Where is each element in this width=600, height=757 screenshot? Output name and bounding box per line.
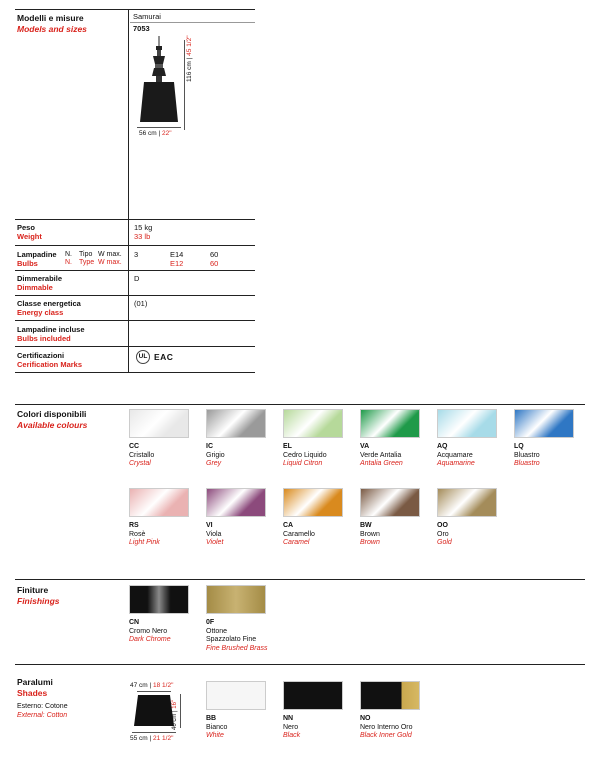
weight-kg: 15 kg (134, 223, 153, 232)
colours-swatch-el (283, 409, 343, 438)
spec-rule-1 (15, 219, 255, 220)
models-title-en: Models and sizes (17, 24, 87, 34)
spec-rule-6 (15, 346, 255, 347)
finishes-name-en: Dark Chrome (129, 636, 171, 643)
shades-name: Bianco (206, 723, 228, 731)
models-title: Modelli e misure (17, 13, 84, 23)
width-dim-line (137, 127, 181, 128)
colours-swatch-oo (437, 488, 497, 517)
model-code: 7053 (133, 24, 150, 33)
colours-label-el (283, 443, 353, 469)
colours-code: OO (437, 522, 448, 529)
finishes-name: Cromo Nero (129, 627, 168, 635)
colours-code: AQ (437, 443, 448, 450)
shades-code: BB (206, 715, 217, 722)
colours-name: Verde Antalia (360, 451, 402, 459)
colours-swatch-ic (206, 409, 266, 438)
colours-name: Caramello (283, 530, 315, 538)
colours-code: VI (206, 522, 213, 529)
spec-rule-2 (15, 245, 255, 246)
colours-label-bw (360, 522, 430, 548)
shade-height-cm: 40 cm (172, 713, 178, 730)
bulbs-label: Bulbs (17, 259, 38, 268)
colours-name: Cedro Liquido (283, 451, 327, 459)
dimmable-value: D (134, 274, 140, 283)
colours-swatch-rs (129, 488, 189, 517)
bulb-w-en: 60 (210, 259, 219, 268)
finishes-name-en: Fine Brushed Brass (206, 644, 268, 652)
shade-material-en: External: Cotton (17, 712, 68, 719)
shades-title: Paralumi (17, 677, 53, 687)
finishes-title: Finiture (17, 585, 49, 595)
tipo-header: Tipo (79, 251, 93, 258)
colours-name-en: Aquamarine (437, 460, 475, 467)
shade-height-dim-line (180, 694, 181, 728)
eac-mark-icon: EAC (154, 352, 174, 362)
finishes-name: Ottone Spazzolato Fine (206, 627, 257, 643)
vertical-divider (128, 9, 129, 372)
colours-label-va (360, 443, 430, 469)
colours-code: CC (129, 443, 140, 450)
colours-code: BW (360, 522, 372, 529)
shades-name: Nero Interno Oro (360, 723, 413, 731)
shades-swatch-bb (206, 681, 266, 710)
finishes-rule (15, 579, 585, 580)
shade-bottom-in: 21 1/2" (153, 735, 174, 742)
finishes-label-cn (129, 619, 199, 645)
peso-label: Peso (17, 223, 35, 232)
weight-lb: 33 lb (134, 232, 151, 241)
colours-name-en: Antalia Green (360, 460, 403, 467)
colours-name: Brown (360, 530, 380, 538)
shades-swatch-no (360, 681, 420, 710)
finishes-code: 0F (206, 619, 215, 626)
shades-label-nn (283, 715, 353, 741)
finishes-swatch-0f (206, 585, 266, 614)
wmax-header: W max. (98, 251, 122, 258)
shade-top-in: 18 1/2" (153, 682, 174, 689)
colours-name: Oro (437, 530, 449, 538)
colours-swatch-vi (206, 488, 266, 517)
colours-name-en: Light Pink (129, 539, 160, 546)
finishes-label-0f (206, 619, 276, 653)
shades-title-en: Shades (17, 688, 48, 698)
dimmable-label: Dimmable (17, 283, 53, 292)
finishes-title-en: Finishings (17, 596, 60, 606)
lamp-drawing (133, 36, 213, 141)
colours-swatch-bw (360, 488, 420, 517)
colours-name-en: Caramel (283, 539, 310, 546)
colours-code: IC (206, 443, 213, 450)
bulb-n: 3 (134, 250, 139, 259)
shades-swatch-nn (283, 681, 343, 710)
height-cm: 116 cm (186, 61, 193, 82)
finishes-swatch-cn (129, 585, 189, 614)
colours-name: Rosè (129, 530, 146, 538)
model-name: Samurai (133, 12, 161, 21)
colours-label-lq (514, 443, 584, 469)
shades-code: NN (283, 715, 294, 722)
cert-label-en: Cerification Marks (17, 360, 83, 369)
shades-label-no (360, 715, 430, 741)
colours-title-en: Available colours (17, 420, 88, 430)
width-in: 22" (162, 130, 172, 137)
colours-code: VA (360, 443, 370, 450)
width-label: 56 cm | 22" (139, 130, 172, 137)
colours-code: EL (283, 443, 292, 450)
colours-name-en: Violet (206, 539, 224, 546)
ul-mark-icon: UL (136, 350, 150, 364)
shade-top-dim-line (137, 691, 171, 692)
colours-name: Grigio (206, 451, 225, 459)
colours-swatch-aq (437, 409, 497, 438)
shade-material: Esterno: Cotone (17, 703, 68, 710)
colours-name: Viola (206, 530, 222, 538)
wmax-header-en: W max. (98, 259, 122, 266)
colours-name: Cristallo (129, 451, 155, 459)
classe-label: Classe energetica (17, 299, 81, 308)
colours-code: LQ (514, 443, 524, 450)
spec-rule-7 (15, 372, 255, 373)
shade-height-label: 40 cm | 16" (172, 699, 178, 730)
spec-rule-5 (15, 320, 255, 321)
colours-swatch-ca (283, 488, 343, 517)
height-in: 45 1/2" (186, 35, 193, 56)
top-rule (15, 9, 255, 10)
weight-label: Weight (17, 232, 42, 241)
shade-top-cm: 47 cm (130, 682, 148, 689)
colours-name: Acquamare (437, 451, 473, 459)
colours-swatch-cc (129, 409, 189, 438)
colours-rule (15, 404, 585, 405)
bulb-type-en: E12 (170, 259, 184, 268)
colours-code: RS (129, 522, 139, 529)
bulb-type: E14 (170, 250, 184, 259)
spec-rule-4 (15, 295, 255, 296)
colours-label-aq (437, 443, 507, 469)
colours-name-en: Liquid Citron (283, 460, 323, 467)
finishes-code: CN (129, 619, 140, 626)
colours-name: Bluastro (514, 451, 540, 459)
colours-name-en: Crystal (129, 460, 151, 467)
shade-top-dim: 47 cm | 18 1/2" (130, 682, 174, 689)
shade-bottom-cm: 55 cm (130, 735, 148, 742)
colours-title: Colori disponibili (17, 409, 87, 419)
included-label: Bulbs included (17, 334, 71, 343)
n-header: N. (65, 251, 72, 258)
colours-label-oo (437, 522, 507, 548)
height-label: 116 cm | 45 1/2" (186, 35, 193, 82)
energy-label: Energy class (17, 308, 64, 317)
bulb-w: 60 (210, 250, 219, 259)
height-dim-line (184, 40, 185, 130)
colours-label-ic (206, 443, 276, 469)
colours-name-en: Bluastro (514, 460, 540, 467)
colours-label-rs (129, 522, 199, 548)
colours-swatch-lq (514, 409, 574, 438)
colours-label-cc (129, 443, 199, 469)
colours-label-ca (283, 522, 353, 548)
incluse-label: Lampadine incluse (17, 325, 85, 334)
shades-name-en: White (206, 732, 224, 739)
model-name-rule (130, 22, 255, 23)
n-header-en: N. (65, 259, 72, 266)
spec-rule-3 (15, 270, 255, 271)
colours-label-vi (206, 522, 276, 548)
shades-rule (15, 664, 585, 665)
shades-name: Nero (283, 723, 299, 731)
cert-label: Certificazioni (17, 351, 65, 360)
shades-label-bb (206, 715, 276, 741)
width-cm: 56 cm (139, 130, 157, 137)
shade-bottom-dim-line (132, 732, 176, 733)
shade-bottom-dim: 55 cm | 21 1/2" (130, 735, 174, 742)
colours-code: CA (283, 522, 294, 529)
colours-swatch-va (360, 409, 420, 438)
energy-value: (01) (134, 299, 148, 308)
colours-name-en: Grey (206, 460, 222, 467)
lampadine-label: Lampadine (17, 250, 57, 259)
colours-name-en: Brown (360, 539, 380, 546)
dimmerabile-label: Dimmerabile (17, 274, 63, 283)
shades-name-en: Black Inner Gold (360, 732, 412, 739)
colours-name-en: Gold (437, 539, 452, 546)
shades-name-en: Black (283, 732, 301, 739)
shade-height-in: 16" (172, 699, 178, 709)
type-header-en: Type (79, 259, 95, 266)
shades-code: NO (360, 715, 371, 722)
